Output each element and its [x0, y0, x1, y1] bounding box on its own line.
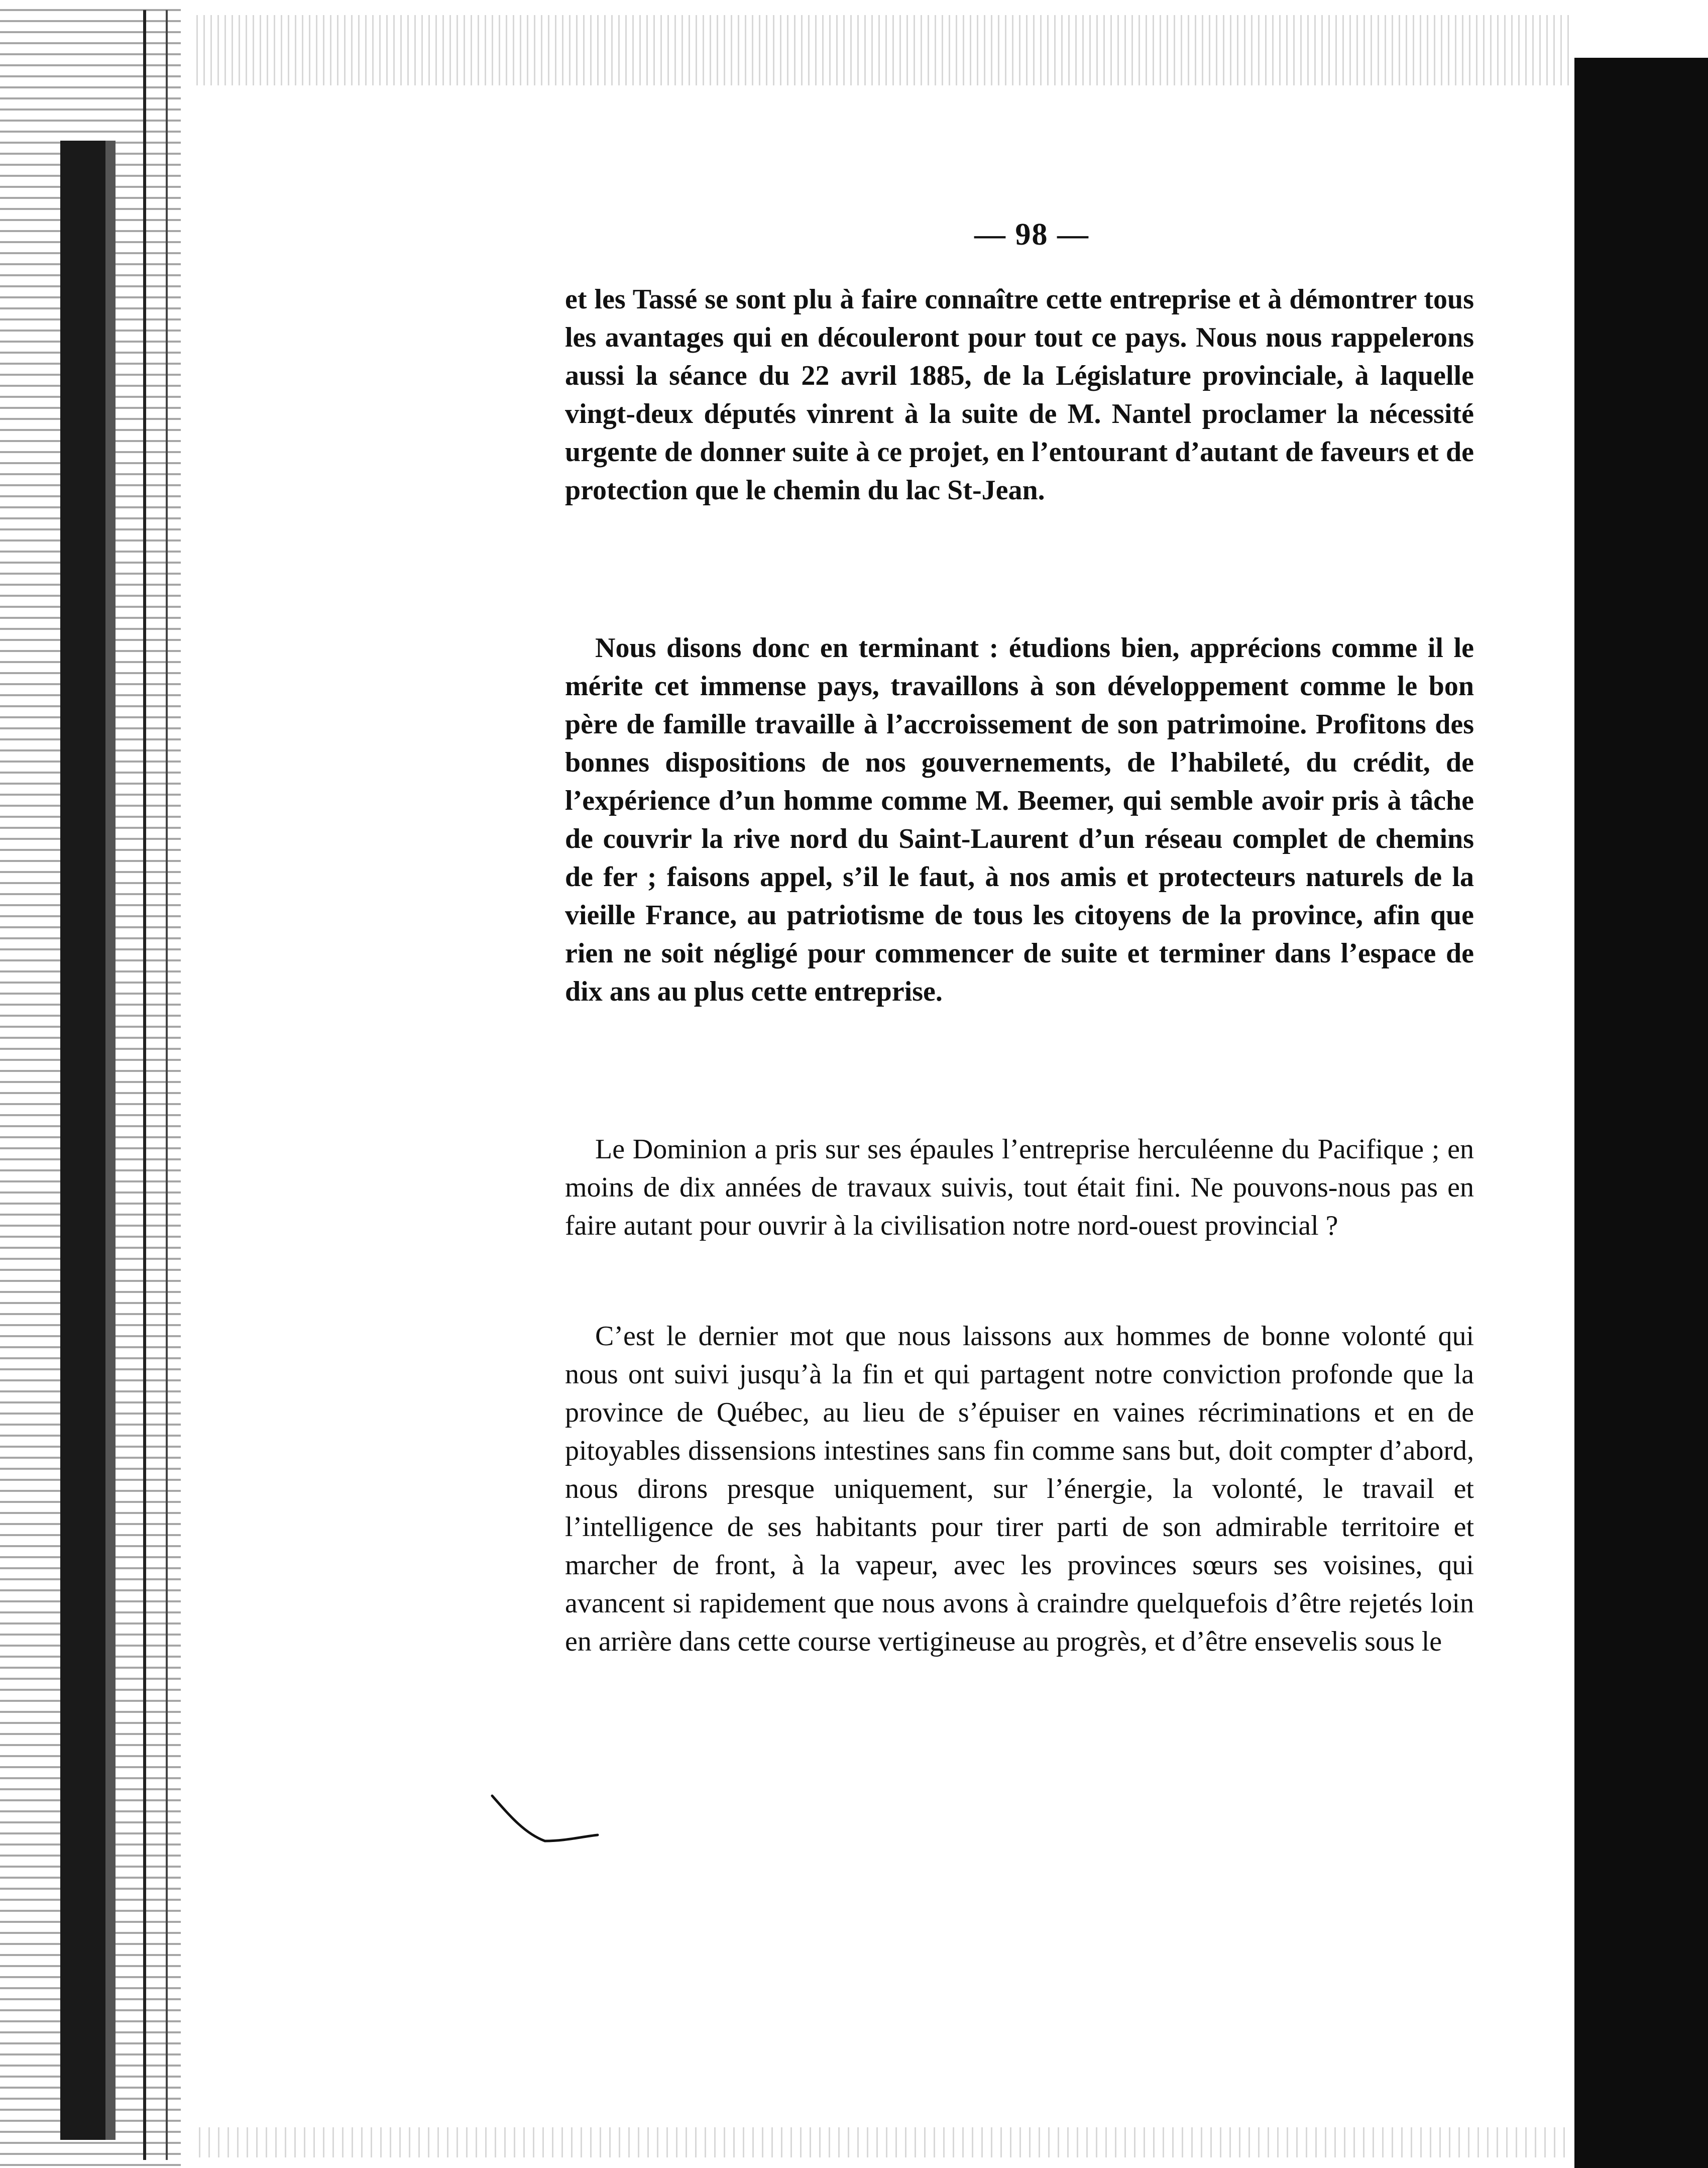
paragraph-3: Le Dominion a pris sur ses épaules l’entreprise herculéenne du Pacifique ; en moins de dix années de travaux suivis, tout était fini. Ne pouvons-nous pas en faire autant pour ouvrir à la civilisation notre nord-ouest provincial ?: [565, 1134, 1474, 1241]
page-number: — 98 —: [974, 218, 1089, 252]
scan-noise-bottom: [191, 2127, 1572, 2157]
scan-shadow-left-edge: [105, 141, 116, 2140]
paragraph-1: et les Tassé se sont plu à faire connaître cette entreprise et à démontrer tous les avantages qui en découleront pour tout ce pays. Nous nous rappelerons aussi la séance du 22 avril 1885, de la Législature provinciale, à laquelle vingt-deux députés vinrent à la suite de M. Nantel proclamer la nécessité urgente de donner suite à ce projet, en l’entourant d’autant de faveurs et de protection que le chemin du lac St-Jean.: [565, 284, 1474, 506]
scan-shadow-left: [60, 141, 105, 2140]
scan-line-left-inner: [166, 10, 168, 2160]
scan-shadow-right: [1574, 58, 1708, 2168]
pen-mark-icon: [490, 1791, 600, 1846]
scan-line-left: [143, 10, 146, 2160]
scan-noise-top: [191, 15, 1572, 85]
paragraph-2: Nous disons donc en terminant : étudions bien, apprécions comme il le mérite cet immense pays, travaillons à son développement comme le bon père de famille travaille à l’accroissement de son patrimoine. Profitons des bonnes dispositions de nos gouvernements, de l’habileté, du crédit, de l’expérience d’un homme comme M. Beemer, qui semble avoir pris à tâche de couvrir la rive nord du Saint-Laurent d’un réseau complet de chemins de fer ; faisons appel, s’il le faut, à nos amis et protecteurs naturels de la vieille France, au patriotisme de tous les citoyens de la province, afin que rien ne soit négligé pour commencer de suite et terminer dans l’espace de dix ans au plus cette entreprise.: [565, 632, 1474, 1007]
paragraph-4: C’est le dernier mot que nous laissons aux hommes de bonne volonté qui nous ont suivi jusqu’à la fin et qui partagent notre conviction profonde que la province de Québec, au lieu de s’épuiser en vaines récriminations et en de pitoyables dissensions intestines sans fin comme sans but, doit compter d’abord, nous dirons presque uniquement, sur l’énergie, la volonté, le travail et l’intelligence de ses habitants pour tirer parti de son admirable territoire et marcher de front, à la vapeur, avec les provinces sœurs ses voisines, qui avancent si rapidement que nous avons à craindre quelquefois d’être rejetés loin en arrière dans cette course vertigineuse au progrès, et d’être ensevelis sous le: [565, 1321, 1474, 1657]
